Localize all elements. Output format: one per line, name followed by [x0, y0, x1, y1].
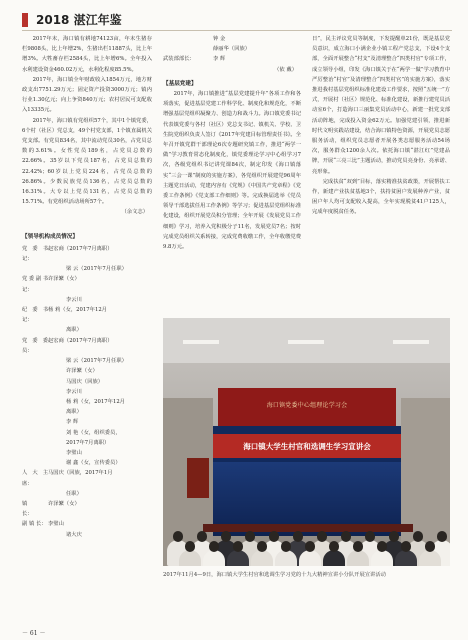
leader-name-cont: 许泽繁（女）: [66, 368, 98, 375]
audience-head: [317, 531, 327, 542]
running-header: [22, 8, 452, 32]
audience-head: [197, 531, 207, 542]
audience-member: [299, 550, 321, 566]
page-number: － 61 －: [22, 630, 46, 637]
author-signature: （依 戴）: [274, 66, 297, 73]
leader-name: 赵宏商（2017年7月离职）: [48, 337, 113, 344]
leader-name-cont: 李云川: [66, 388, 82, 395]
audience-member: [371, 550, 393, 566]
ceiling-light: [288, 340, 324, 344]
audience-member: [227, 550, 249, 566]
leader-name-cont: 离职）: [66, 327, 82, 334]
paragraph-party-building-cont: 日”，民主评议党员等制度，下发提醒单21份，既是基层党员意识，成立海口小满企业小镇工程产党总支，下设4个支部，全面开展整合“村支”及清理整合“四类村官”专项工作，成立领导小组，印发《海口镇关于在“两学一做”学习教育中严厉整治“村官”及清理整合“四类村官”的实施方案》，落实推进我村基层党组织标准化建设工作要求，按照“五统一”方式，开展村（社区）规范化、标准化建设，新推行建党员活动室6个，打造海口三丽集党员活动中心，新建一批党支部活动阵地，完成投入资金62万元。加强党建引领，推进新时代文明实践站建设，结合海口镇特色资源，开展党员志愿服务活动，组织党员志愿者开展各类志愿服务活动54场次，服务群众1200余人次。依托海口镇“湛江红”党建品牌，开展“三亮三比”主题活动，推动党员亮身份、亮承诺、亮形象。: [312, 36, 450, 175]
column-2: [163, 34, 301, 252]
ceiling-light: [183, 340, 219, 344]
projection-screen: [213, 426, 401, 536]
leader-name: 李 辉: [213, 56, 226, 63]
leader-name: 马国庆（回族，2017年1月: [48, 470, 113, 477]
leader-label: 镇 长：: [22, 500, 38, 518]
leader-label: 党委副书记：: [22, 276, 48, 293]
photo-caption: 2017年11月4—9日，海口镇大学生村官和选调生学习党的十九大精神宣讲小分队开展宣讲活动: [163, 572, 386, 578]
audience-head: [413, 531, 423, 542]
audience-member: [275, 550, 297, 566]
audience-member: [347, 550, 369, 566]
leader-row: [22, 519, 152, 529]
leader-row: [22, 305, 152, 325]
leader-name-cont: 钟 金: [213, 36, 226, 42]
leader-row: [22, 468, 152, 488]
paragraph-party-building: 2017年，海口镇推进“基层党建提升年”各项工作和各项落实，促进基层党建工作科学化、制度化和规范化，不断增强基层党组织凝聚力、创造力和战斗力。海口镇党委书记代表镇党委与各村（社区）党总支书记、镇机关、学校、卫生院党组织负责人签订《2017年党建目标管理责任书》。全年召开镇党群干部理论6次专题研究镇工作，推进“两学一做”学习教育常态化制度化，镇党委理论学习中心组学习7次，各级党组织书记讲党课84次，制定印发《海口镇落实“三会一课”制度的实施方案》，各党组织开展建党96周年主题党日活动，党建内容有《党规》《中国共产党章程》《党委工作条例》《党支部工作细则》等。完成换届选举《党员领导干部选拔任用工作条例》等学习；促进基层党组织标准化建设，组织开展党员积分管理；全年开展《发展党员工作细则》学习，培养入党积极分子11名，发展党员7名；按时完成党员组织关系转接，完成党费收缴工作，全年收缴党费9.8万元。: [163, 91, 301, 251]
audience-member: [179, 550, 201, 566]
audience-head: [293, 531, 303, 542]
paragraph-party-stats: 2017年，海口镇有党组织57个，其中1个镇党委，6个村（社区）党总支，49个村党支部，1个镇直属机关党支部。有党员834名，其中流动党员30名，占党员总数的3.61%。女性党员189名，占党员总数的22.66%。35岁以下党员187名，占党员总数的22.42%；60岁以上党员224名，占党员总数的26.86%。少数民族党员136名，占党员总数的16.31%。大专以上党员131名，占党员总数的15.71%。有党组织活动场所57个。: [22, 117, 153, 206]
audience-head: [437, 531, 447, 542]
leader-label: 人 大 主 席：: [22, 470, 48, 487]
red-banner: [218, 388, 396, 426]
leader-name-cont: 李 辉: [66, 419, 79, 426]
audience-head: [281, 541, 291, 552]
leader-name: 李璧山: [48, 521, 64, 528]
audience-head: [209, 541, 219, 552]
audience-head: [353, 541, 363, 552]
author-signature: （余文志）: [121, 209, 148, 216]
audience-head: [221, 531, 231, 542]
audience-head: [257, 541, 267, 552]
leader-name-cont: 梁 云（2017年7月任职）: [66, 266, 127, 273]
leader-name-cont: 刘 艳（女，组织委员，: [66, 429, 121, 436]
audience-member: [323, 550, 345, 566]
section-heading-party-building: 【基层党建】: [163, 80, 197, 87]
leader-name-cont: 梁 云（2017年7月任职）: [66, 358, 127, 365]
leader-label: 纪 委 书 记：: [22, 307, 48, 324]
leader-label: 党 委 书 记：: [22, 245, 48, 263]
screen-title: 海口镇大学生村官和选调生学习宣讲会: [243, 442, 371, 451]
leader-name: 许泽繁（女）: [48, 276, 80, 283]
header-accent-bar: [22, 13, 28, 27]
leader-label: 武装部部长：: [163, 56, 195, 63]
podium: [187, 458, 209, 498]
leader-name-cont: 马国庆（回族）: [66, 378, 104, 385]
banner-text: 海口镇党委中心组理论学习会: [266, 402, 348, 409]
event-photo: [163, 318, 450, 566]
audience-member: [419, 550, 441, 566]
leader-name-cont: 李云川: [66, 296, 82, 303]
leader-label: 副 镇 长：: [22, 521, 47, 528]
audience-head: [389, 531, 399, 542]
audience-head: [233, 541, 243, 552]
audience-head: [329, 541, 339, 552]
front-table: [203, 524, 413, 532]
audience-head: [269, 531, 279, 542]
audience-head: [305, 541, 315, 552]
paragraph-agriculture: 2017年末，海口镇有耕地74123亩，年末生猪存栏9808头，比上年增2%，生猪出栏11887头，比上年增3%。大牲畜存栏2584头，比上年增6%。全年投入水利建设资金460.02万元，水利化程度85.5%。: [22, 36, 152, 73]
leader-name-cont: 诸大庆: [66, 531, 82, 538]
paragraph-poverty: 完成扶贫“双到”目标，落实精准扶贫政策，开展帮扶工作，新建产业扶贫基地3个，扶持贫困户发展种养产业，贫困户年人均可支配收入提高，全年实现脱贫41户125人，完成年度脱贫任务。: [312, 178, 450, 216]
column-3: [312, 34, 450, 316]
section-heading-leadership: 【领导机构成员情况】: [22, 233, 78, 240]
ceiling-light: [393, 340, 429, 344]
leader-row: [22, 336, 152, 356]
leader-row: [22, 499, 152, 519]
audience-head: [341, 531, 351, 542]
leader-name: 许泽繁（女）: [48, 500, 80, 507]
leader-name: 杨 莉（女，2017年12月: [48, 307, 107, 314]
leader-row: [163, 54, 301, 64]
leader-name-cont: 离职）: [66, 409, 82, 416]
audience-head: [245, 531, 255, 542]
audience-member: [395, 550, 417, 566]
leader-label: 党 委 委 员：: [22, 337, 48, 354]
column-1: [22, 34, 152, 540]
audience-head: [425, 541, 435, 552]
leader-name-cont: 李璧山: [66, 449, 82, 456]
leader-row: [22, 244, 152, 264]
leader-name-cont: 2017年7月离职）: [66, 439, 110, 446]
leader-name-cont: 谢 鑫（女，宣传委员）: [66, 460, 121, 467]
leader-name-cont: 薛丽华（回族）: [213, 46, 251, 53]
audience-head: [401, 541, 411, 552]
leader-row: [22, 274, 152, 294]
header-rule: [22, 30, 452, 31]
leader-name-cont: 任职）: [66, 490, 82, 497]
yearbook-title: 2018 湛江年鉴: [36, 13, 122, 27]
leader-name: 赵宏商（2017年7月离职）: [48, 245, 113, 252]
paragraph-economy: 2017年，海口镇全年财政收入1854万元，地方财政支出7751.29万元；固定资产投资3000万元；镇内行业1.30亿元；向上争资840万元；农村居民可支配收入13335元。: [22, 76, 152, 114]
audience-head: [377, 541, 387, 552]
audience-head: [365, 531, 375, 542]
audience-member: [251, 550, 273, 566]
leader-name-cont: 杨 莉（女，2017年12月: [66, 398, 125, 405]
audience-head: [185, 541, 195, 552]
audience-head: [173, 531, 183, 542]
audience-member: [203, 550, 225, 566]
